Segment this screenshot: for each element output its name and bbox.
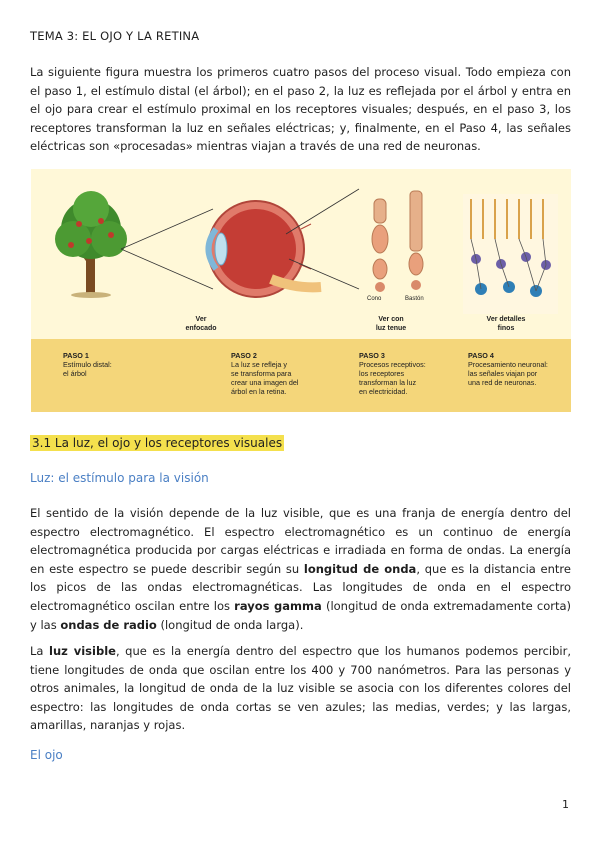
paragraph-light-2 [30,642,571,735]
step-4-desc: Procesamiento neuronal: las señales viajan por una red de neuronas. [468,360,548,387]
bold-term: luz visible [49,644,116,658]
text-run: (longitud de onda larga). [156,617,304,632]
step-2 [231,351,299,396]
text-run: (longitud de onda extremadamente corta) y las [30,598,571,632]
text-run: , que es la distancia entre los picos de las ondas electromagnéticas. Las longitudes de onda en el espectro electromagnético oscilan entre los [30,561,571,613]
step-3 [359,351,426,396]
intro-paragraph: La siguiente figura muestra los primeros cuatro pasos del proceso visual. Todo empieza con el paso 1, el estímulo distal (el árbol); en el paso 2, la luz es reflejada por el árbol y entra en el ojo para crear el estímulo proximal en los receptores visuales; después, en el paso 3, los receptores transforman la luz en señales eléctricas; y, finalmente, en el Paso 4, las señales eléctricas son «procesadas» mientras viajan a través de una red de neuronas. [30,65,571,154]
step-1-title: PASO 1 [63,351,89,360]
step-4-title: PASO 4 [468,351,494,360]
section-heading: 3.1 La luz, el ojo y los receptores visuales [32,436,283,450]
neural-network [463,194,558,314]
caption-fine-details: Ver detalles finos [486,316,526,332]
step-1-desc: Estímulo distal: el árbol [63,360,112,378]
step-4 [468,351,548,387]
rod-label: Bastón [405,296,424,302]
text-run: El sentido de la visión depende de la luz visible, que es una franja de energía dentro del espectro electromagnético. El espectro electromagnético es un continuo de energía electromagnética producida por cargas eléctricas e irradiada en forma de ondas. La energía en este espectro se puede describir según su [30,506,571,576]
receptor-cells [372,191,423,292]
subheading-light: Luz: el estímulo para la visión [30,471,209,485]
page-number: 1 [562,798,569,811]
step-3-desc: Procesos receptivos: los receptores transforman la luz en electricidad. [359,360,426,396]
zoom-line [286,189,359,234]
text-run: , que es la energía dentro del espectro que los humanos podemos percibir, tiene longitudes de onda que oscilan entre los 400 y 700 nanómetros. Para las personas y otros animales, la longitud de onda de la luz visible se asocia con los diferentes colores del espectro: las longitudes de onda cortas se ven azules; las medias, verdes; y las largas, amarillas, naranjas y rojas. [30,644,571,733]
cone-label: Cono [367,296,382,302]
light-rays [121,209,213,289]
visual-process-figure [31,169,571,412]
caption-dim-light: Ver con luz tenue [375,316,407,332]
subheading-eye: El ojo [30,748,63,762]
caption-focused: Ver enfocado [185,316,217,332]
step-1 [63,351,112,378]
tree-illustration [55,191,127,298]
step-2-title: PASO 2 [231,351,257,360]
text-run: La [30,644,50,658]
step-2-desc: La luz se refleja y se transforma para crear una imagen del árbol en la retina. [231,360,299,396]
paragraph-light-1 [30,504,571,634]
page-title: TEMA 3: EL OJO Y LA RETINA [30,29,200,43]
bold-term: rayos gamma [234,598,322,613]
bold-term: ondas de radio [60,617,157,632]
step-3-title: PASO 3 [359,351,385,360]
bold-term: longitud de onda [303,561,417,576]
eye-illustration [208,201,321,297]
